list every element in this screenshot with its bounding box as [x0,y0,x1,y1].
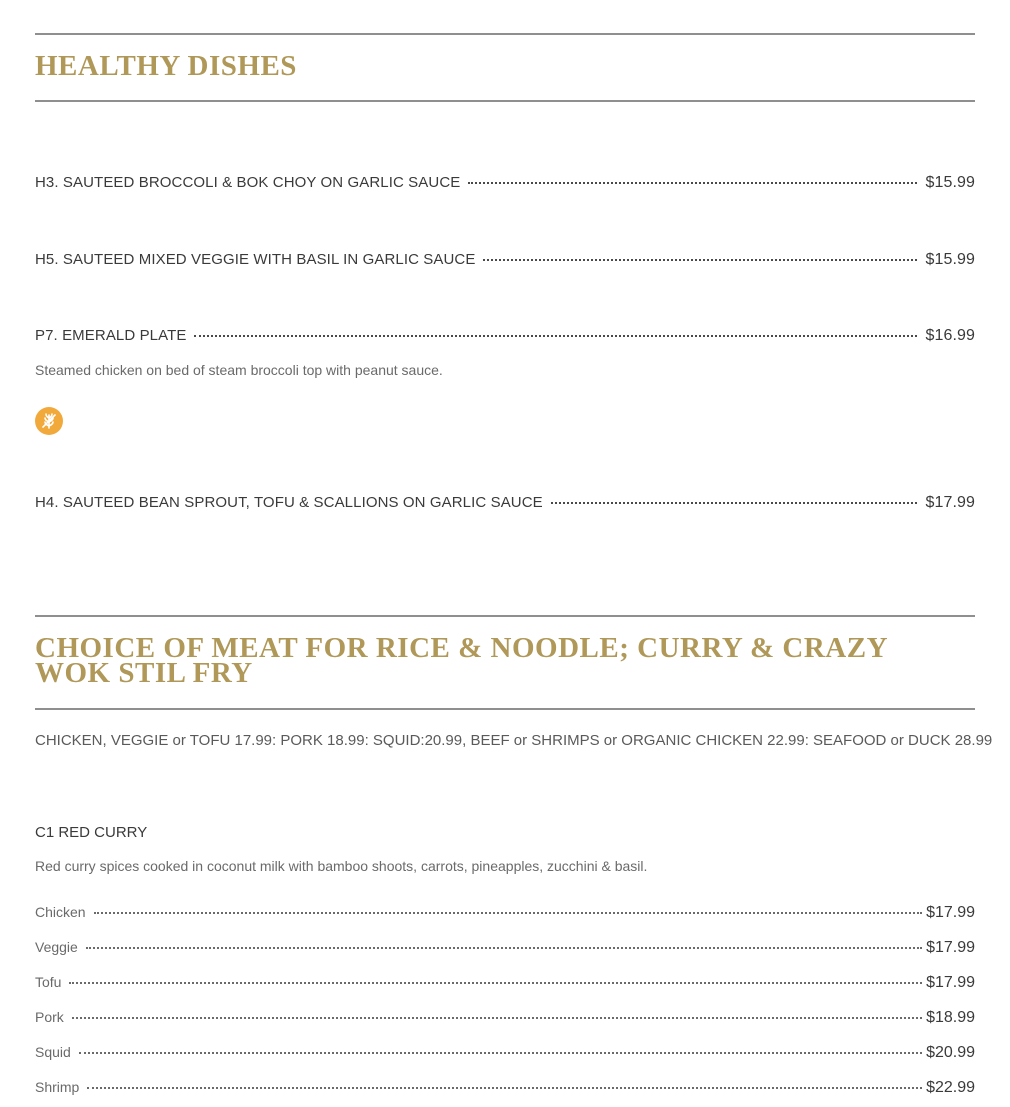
dot-leader [79,1052,922,1054]
option-price: $17.99 [926,939,975,956]
dish-title[interactable]: C1 RED CURRY [35,824,148,841]
dot-leader [87,1087,922,1089]
option-row-tofu[interactable] [35,974,975,992]
menu-item-name: H4. SAUTEED BEAN SPROUT, TOFU & SCALLIONS ON GARLIC SAUCE [35,494,543,511]
dot-leader [483,259,917,261]
option-price: $17.99 [926,904,975,921]
dot-leader [86,947,922,949]
dot-leader [69,982,922,984]
option-name: Shrimp [35,1079,80,1095]
dot-leader [72,1017,922,1019]
option-row-chicken[interactable] [35,904,975,922]
option-row-pork[interactable] [35,1009,975,1027]
option-price: $20.99 [926,1044,975,1061]
dot-leader [194,335,917,337]
menu-item-h4[interactable] [35,494,975,512]
section-title-choice-of-meat: CHOICE OF MEAT FOR RICE & NOODLE; CURRY & CRAZY WOK STIL FRY [35,632,887,689]
dot-leader [468,182,917,184]
option-name: Chicken [35,904,86,920]
option-row-veggie[interactable] [35,939,975,957]
option-name: Pork [35,1009,64,1025]
gluten-free-icon [35,407,63,435]
menu-item-p7[interactable] [35,327,975,345]
menu-item-price: $15.99 [925,174,975,191]
section-rule-top [35,33,975,35]
option-name: Veggie [35,939,78,955]
pricing-note: CHICKEN, VEGGIE or TOFU 17.99: PORK 18.99: SQUID:20.99, BEEF or SHRIMPS or ORGANIC CHICKEN 22.99: SEAFOOD or DUCK 28.99 [35,732,993,749]
menu-item-description: Steamed chicken on bed of steam broccoli top with peanut sauce. [35,362,443,378]
menu-item-name: H3. SAUTEED BROCCOLI & BOK CHOY ON GARLIC SAUCE [35,174,461,191]
option-name: Squid [35,1044,71,1060]
section-title-healthy-dishes: HEALTHY DISHES [35,50,297,82]
menu-item-price: $17.99 [925,494,975,511]
option-price: $17.99 [926,974,975,991]
option-name: Tofu [35,974,62,990]
option-price: $22.99 [926,1079,975,1096]
option-row-squid[interactable] [35,1044,975,1062]
dot-leader [94,912,922,914]
option-price: $18.99 [926,1009,975,1026]
menu-item-name: P7. EMERALD PLATE [35,327,187,344]
dot-leader [551,502,918,504]
section-rule-top [35,615,975,617]
section-rule-bottom [35,100,975,102]
dish-description: Red curry spices cooked in coconut milk with bamboo shoots, carrots, pineapples, zucchini & basil. [35,858,648,874]
menu-item-price: $15.99 [925,251,975,268]
menu-item-name: H5. SAUTEED MIXED VEGGIE WITH BASIL IN GARLIC SAUCE [35,251,476,268]
option-row-shrimp[interactable] [35,1079,975,1097]
section-rule-bottom [35,708,975,710]
menu-item-h3[interactable] [35,174,975,192]
menu-item-h5[interactable] [35,251,975,269]
menu-item-price: $16.99 [925,327,975,344]
